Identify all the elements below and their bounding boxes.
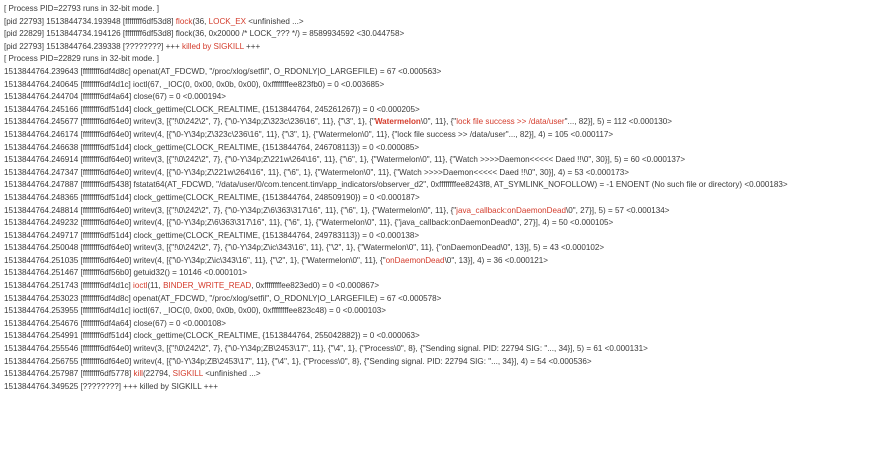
log-line [4,91,888,104]
log-line [4,356,888,369]
log-text: 1513844764.248814 [ffffffff6df64e0] writev(3, [{"!\0\242\2", 7}, {"\0-Y\34p;Z\6\363\317\16", 11}, {"\6", 1}, {"Watermelon\0", 11}, {" [4,205,457,215]
log-highlight: lock file success >> /data/user [456,117,565,127]
log-text: \0", 27}], 5) = 57 <0.000134> [565,205,670,215]
log-highlight: kill [133,369,143,379]
log-text: 1513844764.251035 [ffffffff6df64e0] writev(4, [{"\0-Y\34p;Z\ic\343\16", 11}, {"\2", 1}, {"Watermelon\0", 11}, {" [4,255,386,265]
log-highlight: java_callback:onDaemonDead [456,205,566,215]
log-line [4,368,888,381]
log-text: 1513844764.246638 [ffffffff6df51d4] clock_gettime(CLOCK_REALTIME, {1513844764, 246708113}) = 0 <0.000085> [4,142,420,152]
log-line [4,305,888,318]
log-text: 1513844764.254676 [ffffffff6df4a64] close(67) = 0 <0.000108> [4,318,226,328]
log-text: 1513844764.248365 [ffffffff6df51d4] clock_gettime(CLOCK_REALTIME, {1513844764, 248509190}) = 0 <0.000187> [4,192,420,202]
log-line [4,16,888,29]
log-line [4,116,888,129]
log-text: 1513844764.257987 [ffffffff6df5778] [4,369,134,379]
log-line [4,3,888,16]
log-text: 1513844764.244704 [ffffffff6df4a64] close(67) = 0 <0.000194> [4,92,226,102]
log-text: 1513844764.239643 [ffffffff6df4d8c] openat(AT_FDCWD, "/proc/xlog/setfil", O_RDONLY|O_LARGEFILE) = 67 <0.000563> [4,66,442,76]
log-text: "..., 82}], 5) = 112 <0.000130> [564,117,672,127]
log-highlight: LOCK_EX [208,16,246,26]
log-highlight: onDaemonDead [385,255,445,265]
log-text: [pid 22793] 1513844764.239338 [????????] +++ [4,41,183,51]
log-text: 1513844764.254991 [ffffffff6df51d4] clock_gettime(CLOCK_REALTIME, {1513844764, 255042882}) = 0 <0.000063> [4,331,420,341]
log-line [4,104,888,117]
log-text: [ Process PID=22829 runs in 32-bit mode. ] [4,54,159,64]
log-line [4,217,888,230]
log-text: , 0xffffffffee823ed0) = 0 <0.000867> [251,281,380,291]
log-highlight: flock [175,16,193,26]
log-text: <unfinished ...> [202,369,261,379]
log-line [4,167,888,180]
log-text: 1513844764.247887 [ffffffff6df5438] fstatat64(AT_FDCWD, "/data/user/0/com.tencent.tim/app_indicators/observer_d2", 0xffffffffee8243f8, AT_SYMLINK_NOFOLLOW) = -1 ENOENT (No such file or directory) <0.000183> [4,180,788,190]
log-text: 1513844764.349525 [????????] +++ killed by SIGKILL +++ [4,381,218,391]
log-text: 1513844764.245166 [ffffffff6df51d4] clock_gettime(CLOCK_REALTIME, {1513844764, 245261267}) = 0 <0.000205> [4,104,420,114]
log-line [4,318,888,331]
log-line [4,205,888,218]
log-text: 1513844764.253955 [ffffffff6df4d1c] ioctl(67, _IOC(0, 0x00, 0x0b, 0x00), 0xffffffffee823c48) = 0 <0.000103> [4,306,386,316]
log-line [4,179,888,192]
log-line [4,142,888,155]
log-line [4,41,888,54]
log-text: <unfinished ...> [246,16,304,26]
log-text: 1513844764.246914 [ffffffff6df64e0] writev(3, [{"!\0\242\2", 7}, {"\0-Y\34p;Z\221w\264\16", 11}, {"\6", 1}, {"Watermelon\0", 11}, {"Watch >>>>Daemon<<<<< Daed !!\0", 30}], 5) = 60 <0.000137> [4,155,686,165]
log-text: 1513844764.246174 [ffffffff6df64e0] writev(4, [{"\0-Y\34p;Z\323c\236\16", 11}, {"\3", 1}, {"Watermelon\0", 11}, {"lock file success >> /data/user"..., 82}], 4) = 105 <0.000117> [4,129,614,139]
log-text: [pid 22829] 1513844734.194126 [ffffffff6df53d8] flock(36, 0x20000 /* LOCK_??? */) = 8589934592 <30.044758> [4,29,405,39]
log-highlight: BINDER_WRITE_READ [163,281,252,291]
log-line [4,28,888,41]
log-text: 1513844764.255546 [ffffffff6df64e0] writev(3, [{"!\0\242\2", 7}, {"\0-Y\34p;ZB\2453\17", 11}, {"\4", 1}, {"Process\0", 8}, {"Sending signal. PID: 22794 SIG: "..., 34}], 5) = 61 <0.000131> [4,344,648,354]
log-text: 1513844764.245677 [ffffffff6df64e0] writev(3, [{"!\0\242\2", 7}, {"\0-Y\34p;Z\323c\236\16", 11}, {"\3", 1}, {" [4,117,375,127]
log-highlight: killed by SIGKILL [182,41,244,51]
log-text: (11, [147,281,164,291]
log-text: \0", 11}, {" [420,117,457,127]
log-line [4,343,888,356]
log-text: 1513844764.251467 [ffffffff6df56b0] getuid32() = 10146 <0.000101> [4,268,248,278]
log-text: \0", 13}], 4) = 36 <0.000121> [444,255,549,265]
log-line [4,242,888,255]
log-text: +++ [243,41,261,51]
log-text: 1513844764.251743 [ffffffff6df4d1c] [4,281,134,291]
log-text: 1513844764.253023 [ffffffff6df4d8c] openat(AT_FDCWD, "/proc/xlog/setfil", O_RDONLY|O_LARGEFILE) = 67 <0.000578> [4,293,442,303]
log-text: 1513844764.240645 [ffffffff6df4d1c] ioctl(67, _IOC(0, 0x00, 0x0b, 0x00), 0xffffffffee823fb0) = 0 <0.003685> [4,79,385,89]
log-line [4,381,888,394]
log-line [4,129,888,142]
log-text: (22794, [142,369,173,379]
strace-log [4,3,888,393]
log-line [4,154,888,167]
log-line [4,267,888,280]
log-line [4,66,888,79]
log-text: 1513844764.247347 [ffffffff6df64e0] writev(4, [{"\0-Y\34p;Z\221w\264\16", 11}, {"\6", 1}, {"Watermelon\0", 11}, {"Watch >>>>Daemon<<<<< Daed !!\0", 30}], 4) = 53 <0.000173> [4,167,629,177]
log-line [4,330,888,343]
log-highlight: SIGKILL [172,369,203,379]
log-text: [pid 22793] 1513844734.193948 [ffffffff6df53d8] [4,16,176,26]
log-text: 1513844764.250048 [ffffffff6df64e0] writev(3, [{"!\0\242\2", 7}, {"\0-Y\34p;Z\ic\343\16", 11}, {"\2", 1}, {"Watermelon\0", 11}, {"onDaemonDead\0", 13}], 5) = 43 <0.000102> [4,243,605,253]
log-highlight: ioctl [133,281,148,291]
log-text: (36, [192,16,209,26]
log-line [4,293,888,306]
log-line [4,230,888,243]
log-line [4,255,888,268]
log-line [4,53,888,66]
log-line [4,280,888,293]
log-text: 1513844764.249717 [ffffffff6df51d4] clock_gettime(CLOCK_REALTIME, {1513844764, 249783113}) = 0 <0.000138> [4,230,420,240]
log-text: 1513844764.249232 [ffffffff6df64e0] writev(4, [{"\0-Y\34p;Z\6\363\317\16", 11}, {"\6", 1}, {"Watermelon\0", 11}, {"java_callback:onDaemonDead\0", 27}], 4) = 50 <0.000105> [4,218,614,228]
log-highlight: Watermelon [374,117,421,127]
log-line [4,192,888,205]
log-line [4,79,888,92]
log-text: [ Process PID=22793 runs in 32-bit mode. ] [4,4,159,13]
log-text: 1513844764.256755 [ffffffff6df64e0] writev(4, [{"\0-Y\34p;ZB\2453\17", 11}, {"\4", 1}, {"Process\0", 8}, {"Sending signal. PID: 22794 SIG: "..., 34}], 4) = 54 <0.000536> [4,356,592,366]
